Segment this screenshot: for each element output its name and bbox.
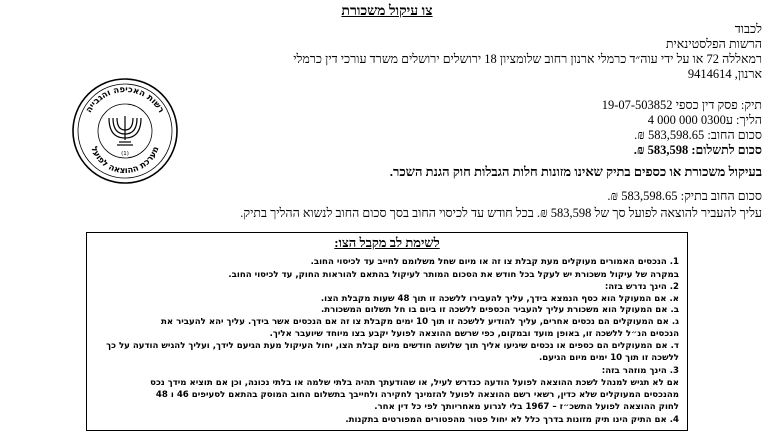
notice-line: הנכסים הנ״ל ללשכה זו, באופן מועד ובמקום, כפי שרשם ההוצאה לפועל יקבע בצו מיוחד שיועבר אליך. <box>269 329 679 339</box>
notice-box <box>86 232 688 431</box>
seal-inner-mark: (1) <box>121 151 129 157</box>
addressee-name: הרשות הפלסטינאית <box>665 37 762 51</box>
addressee-address: רמאללה 72 או על ידי עוה״ד כרמלי ארנון רחוב שלומציון 18 ירושלים ירושלים משרד עורכי דין כרמלי <box>293 52 762 66</box>
case-proceeding-number: הליך: ע0300 000 000 4 <box>647 113 762 127</box>
case-payment-amount: סכום לתשלום: 583,598 ₪. <box>633 143 762 157</box>
notice-line: ג. אם המעוקלים הם נכסים אחרים, עליך להודיע ללשכה זו תוך 10 ימים מקבלת צו זה אם הנכסים אשר בידך. עליך יהא להעביר את <box>160 317 679 327</box>
menorah-emblem-icon <box>109 116 141 145</box>
notice-line: ב. אם המעוקל הוא משכורת עליך להעביר הכספים ללשכה זו ביום בו חל תשלום המשכורת. <box>321 305 679 315</box>
notice-line: ללשכה זו תוך 10 ימים מיום הגיעם. <box>539 353 679 363</box>
order-instruction: עליך להעביר להוצאה לפועל סך של 583,598 ₪. בכל חודש עד לכיסוי החוב בסך סכום החוב לנשוא ההליך בתיק. <box>240 206 762 220</box>
notice-line: מהנכסים המעוקלים שלא כדין, רשאי רשם ההוצאה לפועל להזמינך לחקירה ולחייבך בתשלום החוב המוסק בהתאם לסעיפים 46 ו 48 <box>155 390 679 400</box>
order-heading: בעיקול משכורת או כספים בתיק שאינו מזונות חלות הגבלות חוק הגנת השכר. <box>389 164 762 179</box>
notice-line: 4. אם התיק הינו תיק מזונות בדרך כלל לא יחול פטור מהפטורים המפורטים בתקנות. <box>345 415 679 425</box>
notice-line: 1. הנכסים האמורים מעוקלים מעת קבלת צו זה או מיום שחל משלומם לחייב עד לכיסוי החוב. <box>310 257 679 267</box>
official-seal-icon <box>70 76 180 186</box>
document-title: צו עיקול משכורת <box>341 4 433 19</box>
svg-text:מערכת ההוצאה לפועל <box>88 145 161 176</box>
notice-line: 3. הינך מוזהר בזה: <box>601 366 679 376</box>
addressee-address-cont: ארנון, 9414614 <box>687 67 762 81</box>
notice-line: א. אם המעוקל הוא כסף הנמצא בידך, עליך להעבירו ללשכה זו תוך 48 שעות מקבלת הצו. <box>320 294 679 304</box>
addressee-greeting: לכבוד <box>734 22 762 36</box>
seal-outer-text: רשות האכיפה והגבייה <box>84 84 166 115</box>
case-debt-amount: סכום החוב: 583,598.65 ₪. <box>634 128 762 142</box>
notice-line: ד. אם המעוקלים הם כספים או נכסים שיגיעו אליך תוך שלושה חודשים מיום קבלת הצו, יחול העיקול מעת הגיעם לידך, ועליך להגיש הודעה על כך <box>106 341 679 351</box>
notice-title: לשימת לב מקבל הצו: <box>334 235 440 250</box>
notice-line: 2. הינך נדרש בזה: <box>604 282 679 292</box>
notice-line: במקרה של עיקול משכורת יש לעקל בכל חודש את הסכום המותר לעיקול בהתאם להוראות החוק, עד לכיסוי החוב. <box>228 270 679 280</box>
seal-bottom-text: מערכת ההוצאה לפועל <box>88 145 162 177</box>
case-file-number: תיק: פסק דין כספי 19-07-503852 <box>601 98 762 112</box>
order-debt-in-file: סכום החוב בתיק: 583,598.65 ₪. <box>607 189 762 203</box>
notice-line: אם לא תגיש למנהל לשכת ההוצאה לפועל הודעה כנדרש לעיל, או שהודעתך תהיה בלתי שלמה או בלתי נכונה, וכן אם תוציא מידך נכס <box>150 378 679 388</box>
notice-line: לחוק ההוצאה לפועל התשכ״ז – 1967 בלי לגרוע מאחריותך לפי כל דין אחר. <box>374 402 679 412</box>
svg-text:רשות האכיפה והגבייה <box>84 85 166 115</box>
